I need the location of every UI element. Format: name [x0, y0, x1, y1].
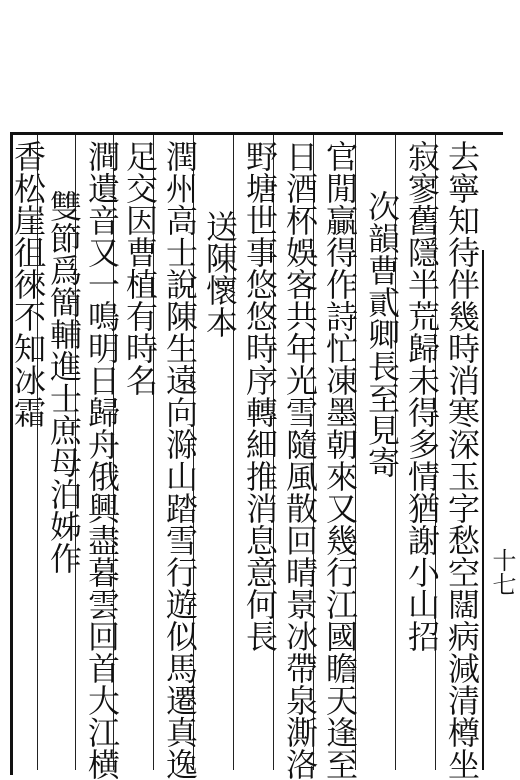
text-column-12: 香松崖徂徠不知冰霜: [9, 140, 47, 428]
text-column-10: 澗遺音又一鳴明日歸舟俄興盡暮雲回首大江横: [83, 140, 121, 780]
text-column-4: 官閒贏得作詩忙凍墨朝來又幾行江國瞻天逢至: [321, 140, 359, 780]
text-column-5: 日酒杯娛客共年光雪隨風散回晴景冰帶泉澌洛: [281, 140, 319, 780]
folio-number: 十七: [488, 548, 516, 596]
text-column-8: 潤州高士說陳生遠向滁山踏雪行遊似馬遷真逸: [161, 140, 199, 780]
margin-title: [482, 255, 516, 315]
poem-title: 送陳懷本: [201, 210, 239, 338]
margin-rule: [482, 250, 484, 770]
text-column-1: 去寧知待伴幾時消寒深玉字愁空闊病減清樽坐: [443, 140, 481, 780]
text-column-2: 寂寥舊隱半荒歸未得多情猶謝小山招: [403, 140, 441, 652]
text-column-9: 足交因曹植有時名: [121, 140, 159, 396]
text-column-6: 野塘世事悠悠時序轉細推消息意何長: [241, 140, 279, 652]
poem-title: 雙節爲簡輔進士庶母泊姊作: [45, 190, 83, 574]
poem-title: 次韻曹貳卿長至見寄: [363, 190, 401, 478]
